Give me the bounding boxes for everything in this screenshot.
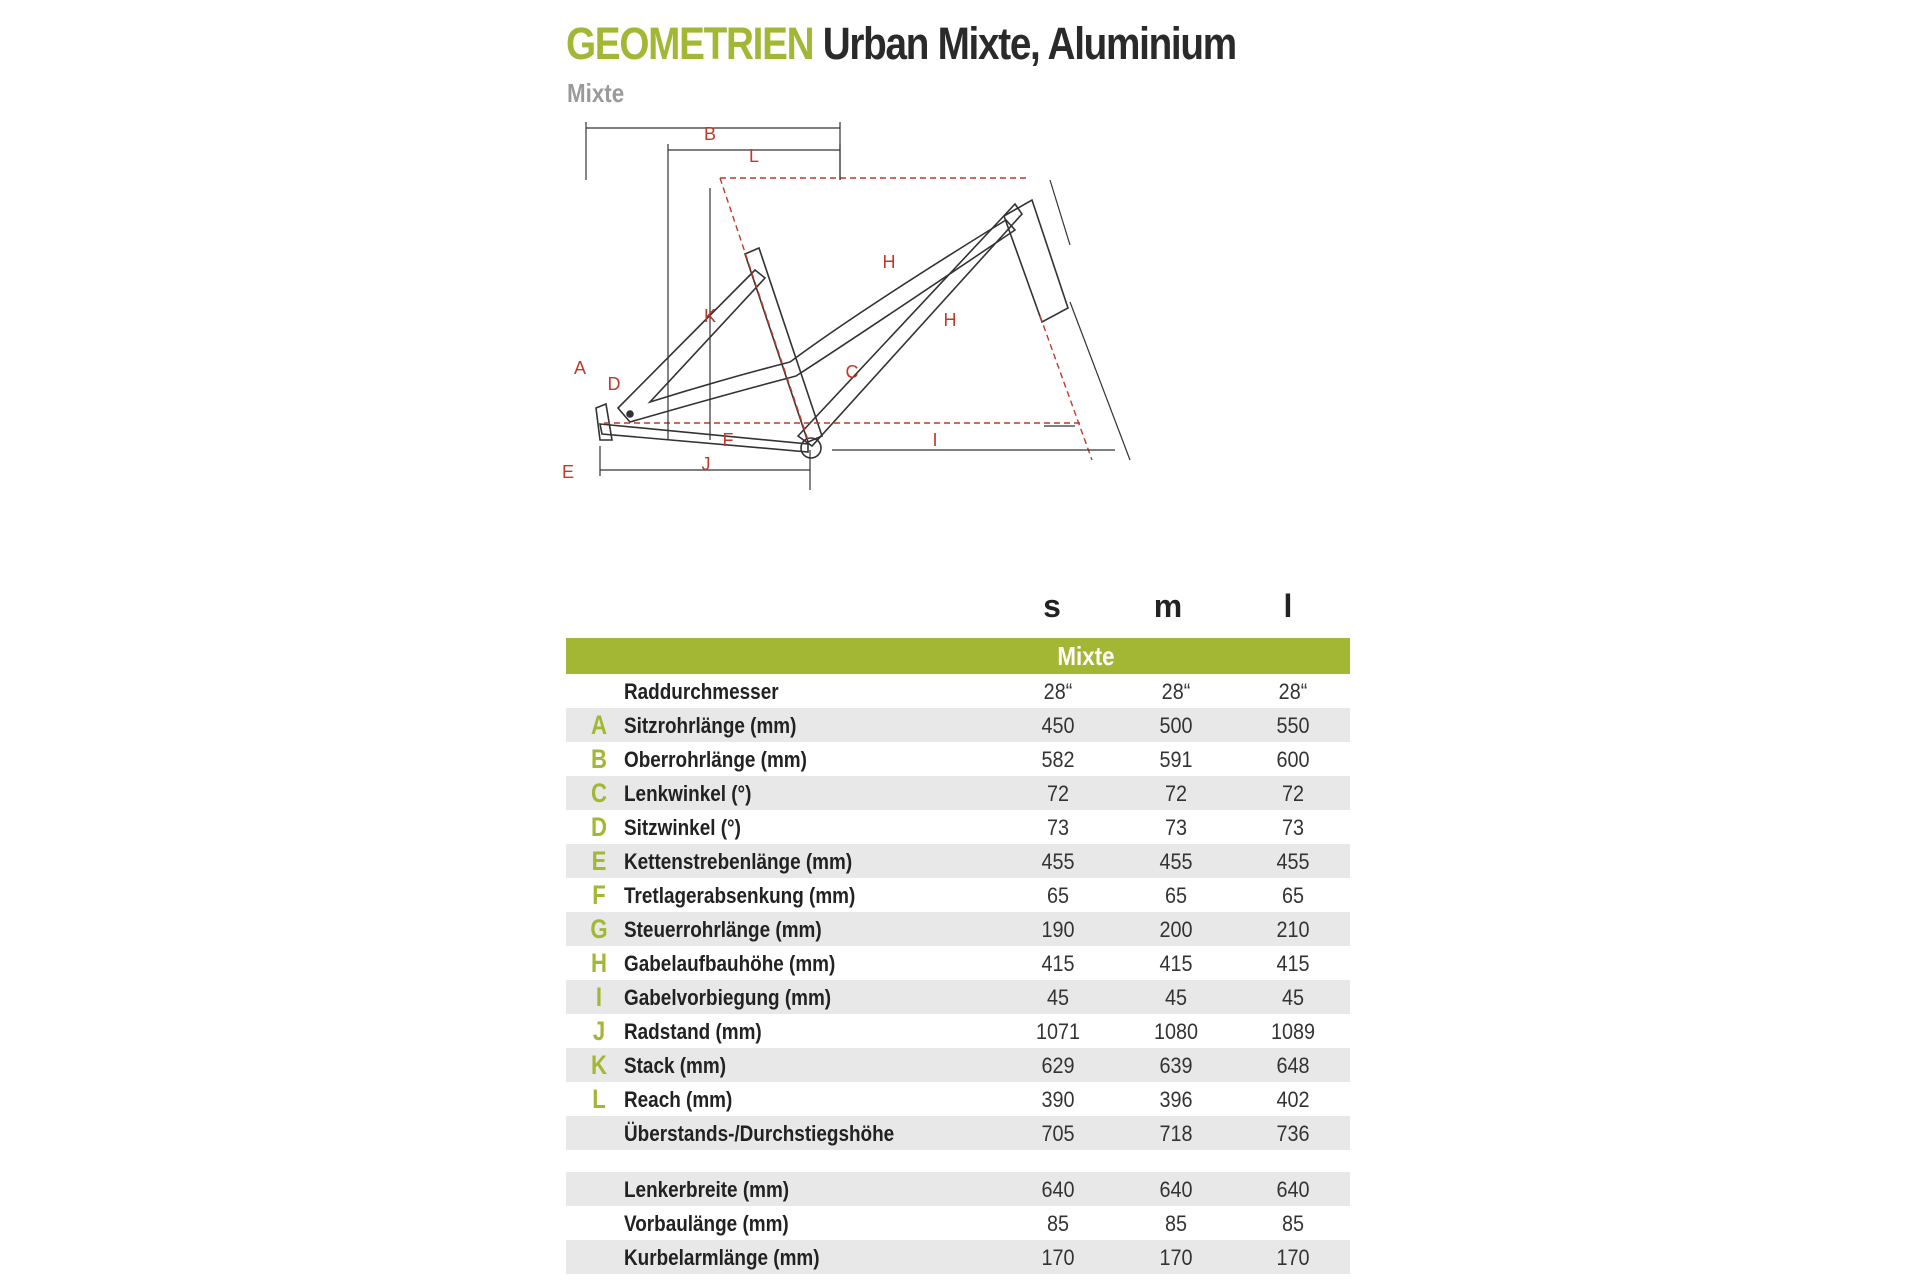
table-row bbox=[566, 946, 1350, 980]
row-value-l: 65 bbox=[1281, 883, 1305, 908]
table-row bbox=[566, 1172, 1350, 1206]
row-value-m: 455 bbox=[1159, 849, 1193, 874]
dim-label-h-top: H bbox=[882, 252, 896, 272]
row-value-m: 415 bbox=[1159, 951, 1193, 976]
dim-label-e: E bbox=[561, 462, 575, 482]
measure-lines bbox=[586, 122, 1130, 490]
row-value-m: 45 bbox=[1164, 985, 1188, 1010]
row-value-s: 455 bbox=[1041, 849, 1075, 874]
row-label: Radstand (mm) bbox=[624, 1019, 762, 1044]
row-value-s: 73 bbox=[1046, 815, 1070, 840]
seat-tube bbox=[745, 248, 822, 442]
row-value-l: 85 bbox=[1281, 1211, 1305, 1236]
page-title bbox=[566, 18, 1236, 70]
row-value-s: 65 bbox=[1046, 883, 1070, 908]
row-value-l: 550 bbox=[1276, 713, 1310, 738]
row-value-m: 65 bbox=[1164, 883, 1188, 908]
row-value-m: 591 bbox=[1159, 747, 1193, 772]
row-value-m: 500 bbox=[1159, 713, 1193, 738]
dim-label-a: A bbox=[573, 358, 587, 378]
row-value-m: 72 bbox=[1164, 781, 1188, 806]
row-value-l: 455 bbox=[1276, 849, 1310, 874]
dimension-lines bbox=[604, 178, 1092, 460]
row-value-l: 600 bbox=[1276, 747, 1310, 772]
dim-label-b: B bbox=[703, 124, 717, 144]
row-label: Kettenstrebenlänge (mm) bbox=[624, 849, 853, 874]
row-letter: E bbox=[591, 846, 607, 876]
row-value-l: 1089 bbox=[1270, 1019, 1316, 1044]
row-value-m: 640 bbox=[1159, 1177, 1193, 1202]
row-label: Oberrohrlänge (mm) bbox=[624, 747, 807, 772]
table-row bbox=[566, 1206, 1350, 1240]
row-label: Kurbelarmlänge (mm) bbox=[624, 1245, 820, 1270]
row-label: Gabelaufbauhöhe (mm) bbox=[624, 951, 836, 976]
dim-label-i: I bbox=[932, 430, 938, 450]
table-row bbox=[566, 742, 1350, 776]
band-label: Mixte bbox=[1057, 641, 1115, 671]
down-tube bbox=[798, 204, 1022, 446]
row-label: Lenkwinkel (°) bbox=[624, 781, 752, 806]
bolt bbox=[627, 411, 633, 417]
row-letter: B bbox=[591, 744, 607, 774]
row-letter: I bbox=[595, 982, 603, 1012]
dim-label-f: F bbox=[722, 430, 734, 450]
row-value-s: 390 bbox=[1041, 1087, 1075, 1112]
row-value-s: 450 bbox=[1041, 713, 1075, 738]
row-value-s: 705 bbox=[1041, 1121, 1075, 1146]
dim-label-d: D bbox=[607, 374, 621, 394]
head-tube bbox=[1004, 200, 1068, 322]
table-band bbox=[566, 638, 1350, 674]
size-headers bbox=[0, 588, 1920, 628]
table-row bbox=[566, 1240, 1350, 1274]
row-value-l: 210 bbox=[1276, 917, 1310, 942]
row-label: Stack (mm) bbox=[624, 1053, 726, 1078]
dim-label-l: L bbox=[748, 146, 760, 166]
row-value-m: 28“ bbox=[1161, 679, 1191, 704]
row-letter: D bbox=[591, 812, 607, 842]
table-row bbox=[566, 912, 1350, 946]
row-label: Sitzwinkel (°) bbox=[624, 815, 741, 840]
row-value-m: 170 bbox=[1159, 1245, 1193, 1270]
row-label: Gabelvorbiegung (mm) bbox=[624, 985, 832, 1010]
geometry-table bbox=[566, 638, 1350, 1274]
table-row bbox=[566, 1082, 1350, 1116]
table-row bbox=[566, 1116, 1350, 1150]
row-label: Überstands-/Durchstiegshöhe bbox=[624, 1121, 895, 1146]
title-accent: GEOMETRIEN bbox=[566, 18, 814, 69]
table-row bbox=[566, 980, 1350, 1014]
row-value-m: 1080 bbox=[1153, 1019, 1199, 1044]
dim-label-j: J bbox=[701, 454, 711, 474]
row-value-s: 170 bbox=[1041, 1245, 1075, 1270]
row-value-l: 402 bbox=[1276, 1087, 1310, 1112]
row-value-l: 72 bbox=[1281, 781, 1305, 806]
row-label: Steuerrohrlänge (mm) bbox=[624, 917, 822, 942]
size-l: l bbox=[1283, 588, 1293, 624]
page-subtitle: Mixte bbox=[567, 78, 625, 108]
row-value-s: 85 bbox=[1046, 1211, 1070, 1236]
dim-label-k: K bbox=[703, 306, 717, 326]
row-value-l: 28“ bbox=[1278, 679, 1308, 704]
row-value-s: 629 bbox=[1041, 1053, 1075, 1078]
row-value-s: 415 bbox=[1041, 951, 1075, 976]
row-value-s: 28“ bbox=[1043, 679, 1073, 704]
row-value-l: 640 bbox=[1276, 1177, 1310, 1202]
row-value-s: 72 bbox=[1046, 781, 1070, 806]
table-row bbox=[566, 844, 1350, 878]
chainstay bbox=[600, 424, 808, 452]
row-label: Raddurchmesser bbox=[624, 679, 779, 704]
row-letter: A bbox=[591, 710, 607, 740]
dim-label-h: H bbox=[943, 310, 957, 330]
row-value-l: 736 bbox=[1276, 1121, 1310, 1146]
row-value-m: 200 bbox=[1159, 917, 1193, 942]
row-value-l: 73 bbox=[1281, 815, 1305, 840]
table-row bbox=[566, 1014, 1350, 1048]
row-value-l: 45 bbox=[1281, 985, 1305, 1010]
row-letter: K bbox=[591, 1050, 607, 1080]
row-label: Reach (mm) bbox=[624, 1087, 733, 1112]
row-value-l: 648 bbox=[1276, 1053, 1310, 1078]
table-row bbox=[566, 878, 1350, 912]
row-value-s: 582 bbox=[1041, 747, 1075, 772]
table-row bbox=[566, 776, 1350, 810]
row-value-m: 85 bbox=[1164, 1211, 1188, 1236]
size-s: s bbox=[1043, 588, 1061, 624]
row-letter: G bbox=[590, 914, 608, 944]
size-m: m bbox=[1153, 588, 1183, 624]
row-value-m: 639 bbox=[1159, 1053, 1193, 1078]
table-row bbox=[566, 810, 1350, 844]
row-letter: H bbox=[591, 948, 607, 978]
row-value-l: 170 bbox=[1276, 1245, 1310, 1270]
row-value-s: 45 bbox=[1046, 985, 1070, 1010]
row-label: Vorbaulänge (mm) bbox=[624, 1211, 789, 1236]
table-row bbox=[566, 1048, 1350, 1082]
row-letter: J bbox=[592, 1016, 606, 1046]
table-row bbox=[566, 674, 1350, 708]
row-value-s: 640 bbox=[1041, 1177, 1075, 1202]
row-letter: L bbox=[592, 1084, 606, 1114]
table-row bbox=[566, 708, 1350, 742]
title-main: Urban Mixte, Aluminium bbox=[822, 18, 1236, 69]
row-value-s: 190 bbox=[1041, 917, 1075, 942]
row-label: Tretlagerabsenkung (mm) bbox=[624, 883, 856, 908]
row-value-s: 1071 bbox=[1035, 1019, 1081, 1044]
row-label: Sitzrohrlänge (mm) bbox=[624, 713, 797, 738]
row-letter: C bbox=[591, 778, 607, 808]
table-spacer bbox=[566, 1150, 1350, 1172]
row-letter: F bbox=[592, 880, 606, 910]
geometry-diagram bbox=[560, 124, 1260, 620]
row-value-l: 415 bbox=[1276, 951, 1310, 976]
row-value-m: 73 bbox=[1164, 815, 1188, 840]
dim-label-c: C bbox=[845, 362, 859, 382]
row-value-m: 396 bbox=[1159, 1087, 1193, 1112]
row-value-m: 718 bbox=[1159, 1121, 1193, 1146]
row-label: Lenkerbreite (mm) bbox=[624, 1177, 790, 1202]
